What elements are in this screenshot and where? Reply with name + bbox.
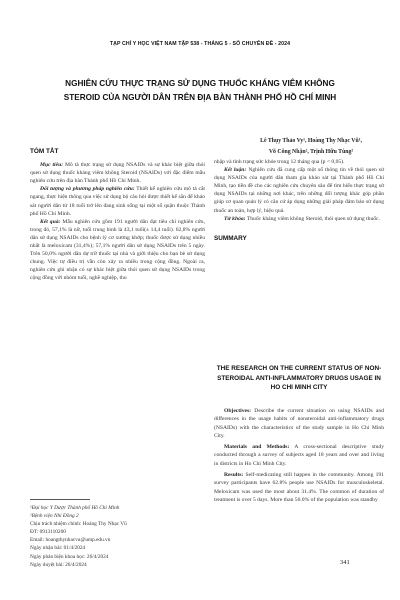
author-list bbox=[246, 136, 376, 158]
vi-objective bbox=[30, 161, 205, 185]
footnote-corresponding: Chịu trách nhiệm chính: Hoàng Thy Nhạc Vũ bbox=[30, 521, 127, 528]
footnote-affiliation: ¹Đại học Y Dược Thành phố Hồ Chí Minh bbox=[30, 505, 120, 511]
footnotes bbox=[30, 504, 205, 569]
vi-abstract-continued bbox=[214, 158, 384, 243]
title-line: NGHIÊN CỨU THỰC TRẠNG SỬ DỤNG THUỐC KHÁNG VIÊM KHÔNG bbox=[65, 79, 335, 88]
footnote-phone: ĐT: 0913110200 bbox=[30, 529, 66, 536]
en-objectives-text: Describe the current situation on using NSAIDs and differences in the usage habits of nonsteroidal anti-inflammatory drugs (NSAIDs) with the characteristics of the study sample in Ho Chi Minh City. bbox=[214, 408, 384, 439]
vi-results-label: Kết quả: bbox=[40, 218, 61, 225]
footnote-divider bbox=[30, 499, 90, 500]
footnote-email: Email: hoangthynhacvu@ump.edu.vn bbox=[30, 537, 111, 544]
page-number: 341 bbox=[340, 559, 350, 566]
vi-keywords-text: Thuốc kháng viêm không Steroid, thói quen sử dụng thuốc. bbox=[246, 215, 380, 222]
vi-abstract bbox=[30, 148, 205, 283]
vi-methods-text: Thiết kế nghiên cứu mô tả cắt ngang, thực hiện thông qua việc sử dụng bộ câu hỏi được thiết kế sẵn để khảo sát người dân từ 18 tuổi trở lên đang sinh sống tại một số quận thuộc Thành phố Hồ Chí Minh. bbox=[30, 186, 205, 217]
title-line: STEROID CỦA NGƯỜI DÂN TRÊN ĐỊA BÀN THÀNH PHỐ HỒ CHÍ MINH bbox=[63, 93, 337, 102]
en-title: THE RESEARCH ON THE CURRENT STATUS OF NON-STEROIDAL ANTI-INFLAMMATORY DRUGS USAGE IN HO CHI MINH CITY bbox=[216, 365, 382, 391]
journal-header: TẠP CHÍ Y HỌC VIỆT NAM TẬP 538 - THÁNG 5 - SỐ CHUYÊN ĐỀ - 2024 bbox=[109, 41, 291, 47]
footnote-received: Ngày nhận bài: 01/4/2024 bbox=[30, 545, 86, 552]
authors-line: Lê Thụy Thảo Vy¹, Hoàng Thy Nhạc Vũ¹, bbox=[260, 138, 362, 144]
en-methods-text: A cross-sectional descriptive study conducted through a survey of subjects aged 18 years and over and living in districts in Ho Chi Minh City. bbox=[214, 444, 384, 467]
vi-results-text: Mẫu nghiên cứu gồm 191 người dân đạt tiêu chí nghiên cứu, trong đó, 57,1% là nữ, tuổi trung bình là 43,1 tuổi(± 14,4 tuổi). 62,8% người dân sử dụng NSAIDs cho bệnh lý cơ xương khớp; thuốc được sử dụng nhiều nhất là meloxicam (31,4%); 57,1% người dân sử dụng NSAIDs trên 5 ngày. Trên 50,0% người dân dự trữ thuốc tại nhà và giới thiệu cho bạn bè sử dụng chung. Việc tự điều trị vẫn còn xảy ra nhiều trong cộng đồng. Ngoài ra, nghiên cứu ghi nhận có sự khác biệt giữa thói quen sử dụng NSAIDs trong cộng đồng với nhóm tuổi, nghề nghiệp, thu bbox=[30, 218, 206, 282]
en-methods-label: Materials and Methods: bbox=[224, 444, 290, 451]
vi-objective-label: Mục tiêu: bbox=[40, 162, 64, 169]
vi-conclusion bbox=[214, 166, 384, 215]
en-objectives-label: Objectives: bbox=[224, 408, 252, 414]
en-objectives bbox=[214, 407, 384, 440]
footnote-reviewed: Ngày phản biện khoa học: 26/4/2024 bbox=[30, 553, 109, 560]
vi-heading: TÓM TẮT bbox=[30, 148, 59, 155]
vi-methods bbox=[30, 185, 205, 217]
vi-conclusion-text: Nghiên cứu đã cung cấp một số thông tin về thói quen sử dụng NSAIDs của người dân tham gia khảo sát tại Thành phố Hồ Chí Minh, tạo tiền đề cho các nghiên cứu chuyên sâu để tìm hiểu thực trạng sử dụng NSAIDs tại những nơi khác, trên những đối tượng khác góp phần giúp cơ quan quản lý có căn cứ áp dụng những giải pháp đảm bảo sử dụng thuốc an toàn, hợp lý, hiệu quả. bbox=[214, 167, 384, 214]
footnote-approved: Ngày duyệt bài: 26/4/2024 bbox=[30, 561, 87, 568]
vi-keywords-label: Từ khóa: bbox=[224, 215, 246, 222]
vi-objective-text: Mô tả thực trạng sử dụng NSAIDs và sự khác biệt giữa thói quen sử dụng thuốc kháng viêm không Steroid (NSAIDs) với đặc điểm mẫu nghiên cứu trên địa bàn Thành phố Hồ Chí Minh. bbox=[30, 162, 205, 185]
en-abstract bbox=[214, 407, 384, 504]
en-methods bbox=[214, 443, 384, 468]
en-results bbox=[214, 471, 384, 504]
vi-methods-label: Đối tượng và phương pháp nghiên cứu: bbox=[40, 186, 135, 193]
en-heading: SUMMARY bbox=[214, 234, 247, 242]
en-results-text: Self-medicating still happen in the community. Among 191 survey participants have 62.8% people use NSAIDs for musculoskeletal. Meloxicam was used the most about 31.4%. The common of duration of treatment is over 5 days. More than 50.0% of the population was standby bbox=[214, 472, 384, 503]
vi-conclusion-label: Kết luận: bbox=[224, 167, 247, 174]
authors-line: Võ Công Nhận², Trịnh Hữu Tùng² bbox=[268, 149, 354, 155]
footnote-affiliation: ²Bệnh viện Nhi Đồng 2 bbox=[30, 513, 79, 520]
en-results-label: Results: bbox=[224, 472, 244, 479]
vi-results-continued: nhập và tình trạng sức khỏe trong 12 tháng qua (p < 0,05). bbox=[214, 159, 345, 165]
vi-results bbox=[30, 218, 205, 283]
vi-keywords bbox=[214, 215, 384, 223]
article-title bbox=[32, 77, 368, 105]
